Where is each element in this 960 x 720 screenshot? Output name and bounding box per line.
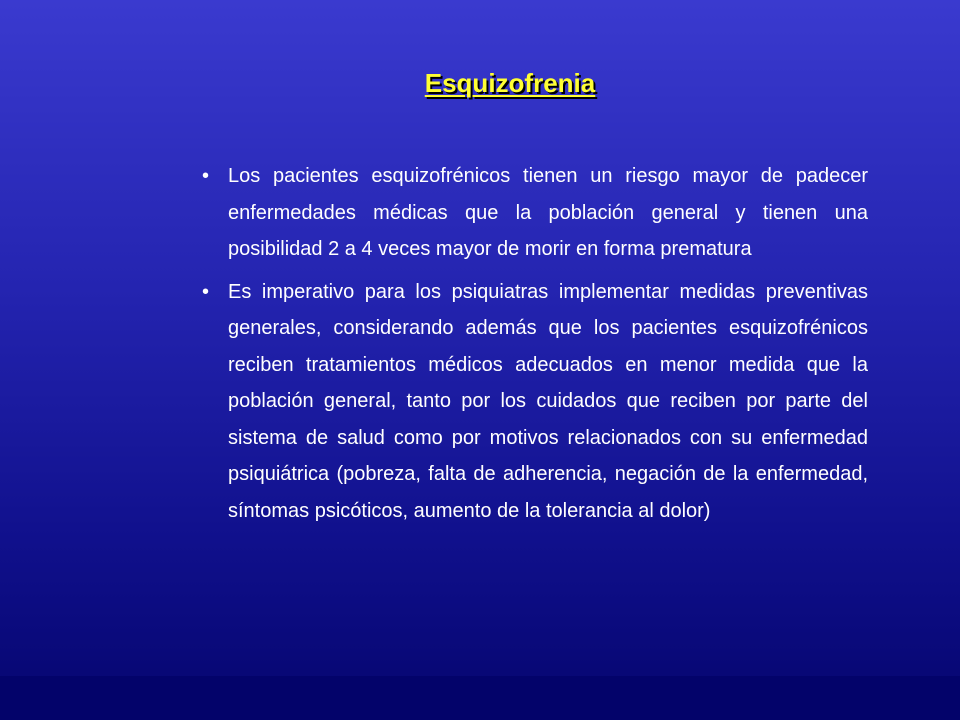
bullet-text: Es imperativo para los psiquiatras implementar medidas preventivas generales, considerando además que los pacientes esquizofrénicos reciben tratamientos médicos adecuados en menor medida que la población general, tanto por los cuidados que reciben por parte del sistema de salud como por motivos relacionados con su enfermedad psiquiátrica (pobreza, falta de adherencia, negación de la enfermedad, síntomas psicóticos, aumento de la tolerancia al dolor) [228, 280, 868, 522]
bullet-item [198, 158, 868, 268]
bottom-band [0, 676, 960, 720]
bullet-marker: • [202, 165, 210, 187]
bullet-item [198, 274, 868, 530]
bullet-list [198, 158, 868, 535]
bullet-text: Los pacientes esquizofrénicos tienen un riesgo mayor de padecer enfermedades médicas que la población general y tienen una posibilidad 2 a 4 veces mayor de morir en forma prematura [228, 165, 868, 260]
bullet-marker: • [202, 280, 210, 303]
slide-title: Esquizofrenia [424, 68, 596, 98]
